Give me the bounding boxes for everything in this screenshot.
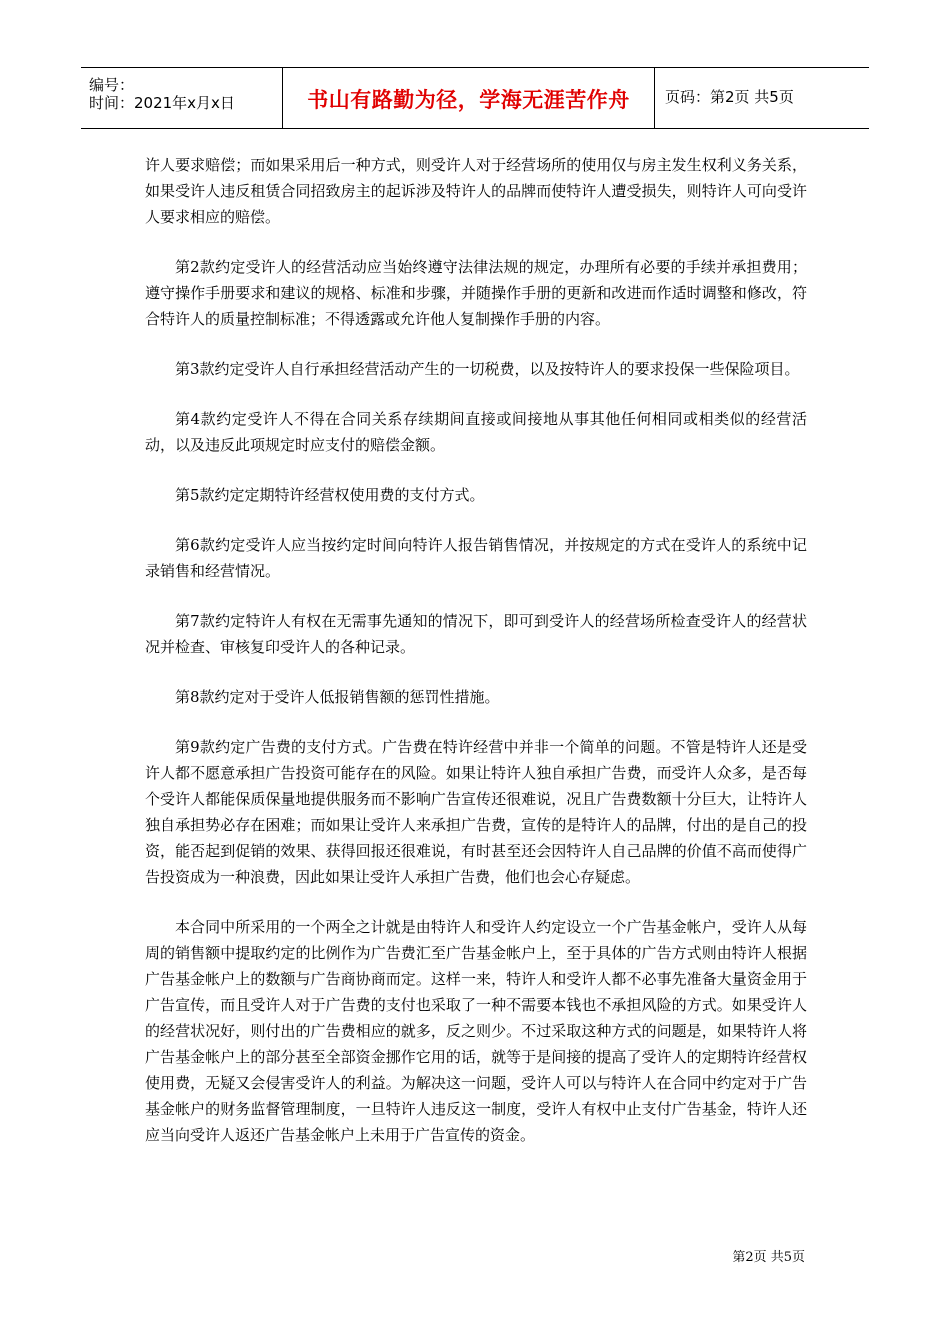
document-body	[145, 152, 807, 1172]
time-label: 时间：2021年x月x日	[89, 94, 235, 112]
paragraph: 第3款约定受许人自行承担经营活动产生的一切税费，以及按特许人的要求投保一些保险项目。	[175, 360, 800, 378]
paragraph: 第8款约定对于受许人低报销售额的惩罚性措施。	[175, 688, 500, 706]
paragraph: 第7款约定特许人有权在无需事先通知的情况下，即可到受许人的经营场所检查受许人的经营状况并检查、审核复印受许人的各种记录。	[145, 612, 807, 656]
paragraph: 第4款约定受许人不得在合同关系存续期间直接或间接地从事其他任何相同或相类似的经营活动，以及违反此项规定时应支付的赔偿金额。	[145, 410, 807, 454]
paragraph: 本合同中所采用的一个两全之计就是由特许人和受许人约定设立一个广告基金帐户，受许人从每周的销售额中提取约定的比例作为广告费汇至广告基金帐户上，至于具体的广告方式则由特许人根据广告基金帐户上的数额与广告商协商而定。这样一来，特许人和受许人都不必事先准备大量资金用于广告宣传，而且受许人对于广告费的支付也采取了一种不需要本钱也不承担风险的方式。如果受许人的经营状况好，则付出的广告费相应的就多，反之则少。不过采取这种方式的问题是，如果特许人将广告基金帐户上的部分甚至全部资金挪作它用的话，就等于是间接的提高了受许人的定期特许经营权使用费，无疑又会侵害受许人的利益。为解决这一问题，受许人可以与特许人在合同中约定对于广告基金帐户的财务监督管理制度，一旦特许人违反这一制度，受许人有权中止支付广告基金，特许人还应当向受许人返还广告基金帐户上未用于广告宣传的资金。	[145, 918, 807, 1144]
paragraph: 第2款约定受许人的经营活动应当始终遵守法律法规的规定，办理所有必要的手续并承担费用；遵守操作手册要求和建议的规格、标准和步骤，并随操作手册的更新和改进而作适时调整和修改，符合特许人的质量控制标准；不得透露或允许他人复制操作手册的内容。	[145, 258, 807, 328]
header-info-cell	[81, 68, 283, 128]
page-header	[81, 67, 869, 129]
header-page-number: 页码：第2页 共5页	[665, 88, 794, 106]
paragraph: 许人要求赔偿；而如果采用后一种方式，则受许人对于经营场所的使用仅与房主发生权利义务关系，如果受许人违反租赁合同招致房主的起诉涉及特许人的品牌而使特许人遭受损失，则特许人可向受许人要求相应的赔偿。	[145, 156, 807, 226]
motto: 书山有路勤为径，学海无涯苦作舟	[307, 88, 630, 112]
paragraph: 第9款约定广告费的支付方式。广告费在特许经营中并非一个简单的问题。不管是特许人还是受许人都不愿意承担广告投资可能存在的风险。如果让特许人独自承担广告费，而受许人众多，是否每个受许人都能保质保量地提供服务而不影响广告宣传还很难说，况且广告费数额十分巨大，让特许人独自承担势必存在困难；而如果让受许人来承担广告费，宣传的是特许人的品牌，付出的是自己的投资，能否起到促销的效果、获得回报还很难说，有时甚至还会因特许人自己品牌的价值不高而使得广告投资成为一种浪费，因此如果让受许人承担广告费，他们也会心存疑虑。	[145, 738, 807, 886]
page-footer-number: 第2页 共5页	[732, 1250, 805, 1265]
number-label: 编号：	[89, 76, 135, 94]
header-page-cell	[655, 68, 869, 128]
paragraph: 第6款约定受许人应当按约定时间向特许人报告销售情况，并按规定的方式在受许人的系统中记录销售和经营情况。	[145, 536, 807, 580]
paragraph: 第5款约定定期特许经营权使用费的支付方式。	[175, 486, 485, 504]
header-motto-cell	[283, 68, 655, 128]
